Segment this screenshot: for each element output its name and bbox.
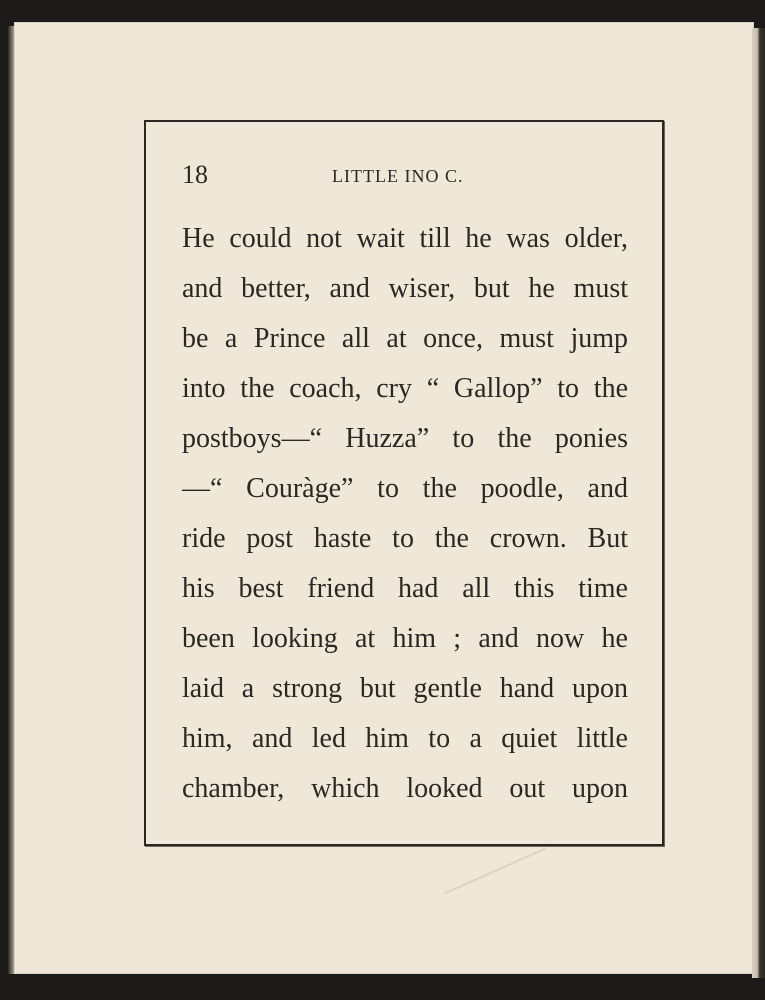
text-line: his best friend had all this time <box>182 573 628 604</box>
text-line: and better, and wiser, but he must <box>182 273 628 304</box>
text-line: postboys—“ Huzza” to the ponies <box>182 423 628 454</box>
text-line: be a Prince all at once, must jump <box>182 323 628 354</box>
text-line: —“ Couràge” to the poodle, and <box>182 473 628 504</box>
running-head: LITTLE INO C. <box>332 166 464 186</box>
page-header <box>182 160 628 200</box>
text-line: laid a strong but gentle hand upon <box>182 673 628 704</box>
text-line: been looking at him ; and now he <box>182 623 628 654</box>
page-number: 18 <box>182 160 208 189</box>
text-line: him, and led him to a quiet little <box>182 723 628 754</box>
body-text <box>182 214 628 814</box>
text-line: ride post haste to the crown. But <box>182 523 628 554</box>
text-line: into the coach, cry “ Gallop” to the <box>182 373 628 404</box>
page-stack-edge <box>752 28 765 978</box>
text-line: He could not wait till he was older, <box>182 223 628 254</box>
text-line: chamber, which looked out upon <box>182 773 628 804</box>
